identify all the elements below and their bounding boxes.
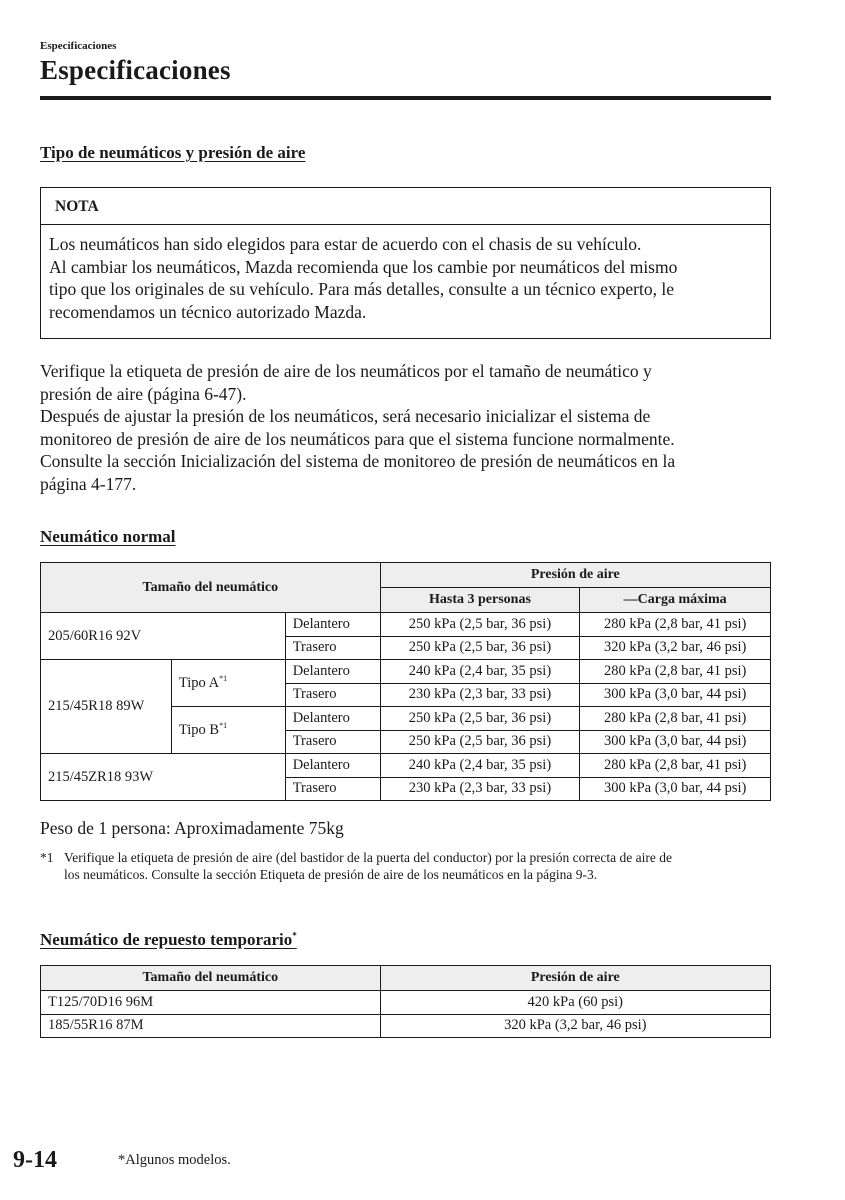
footnote-marker: *1 [40, 850, 54, 865]
pressure-cell: 250 kPa (2,5 bar, 36 psi) [380, 730, 580, 754]
footnote-line: Verifique la etiqueta de presión de aire (del bastidor de la puerta del conductor) por la presión correcta de aire de [64, 850, 672, 865]
weight-note: Peso de 1 persona: Aproximadamente 75kg [40, 818, 344, 838]
header-tire-size: Tamaño del neumático [41, 563, 381, 613]
note-line: Los neumáticos han sido elegidos para estar de acuerdo con el chasis de su vehículo. [49, 234, 642, 254]
footer-note: *Algunos modelos. [118, 1152, 231, 1168]
tire-size-cell: 185/55R16 87M [41, 1014, 381, 1038]
table-row [41, 613, 771, 637]
header-max-load: —Carga máxima [580, 588, 771, 613]
paragraph-line: Después de ajustar la presión de los neumáticos, será necesario inicializar el sistema de [40, 406, 651, 426]
footnote-ref: *1 [219, 721, 228, 730]
tire-size-cell: 205/60R16 92V [41, 613, 286, 660]
header-up-to-3: Hasta 3 personas [380, 588, 580, 613]
pressure-cell: 280 kPa (2,8 bar, 41 psi) [580, 754, 771, 778]
position-cell: Trasero [285, 777, 380, 801]
pressure-cell: 320 kPa (3,2 bar, 46 psi) [580, 636, 771, 660]
section-title-spare-tire [40, 930, 297, 950]
position-cell: Delantero [285, 707, 380, 731]
section-title-normal-tire: Neumático normal [40, 527, 176, 546]
spare-title-text: Neumático de repuesto temporario [40, 930, 293, 949]
pressure-cell: 280 kPa (2,8 bar, 41 psi) [580, 660, 771, 684]
tire-size-cell: 215/45R18 89W [41, 660, 172, 754]
table-row [41, 660, 771, 684]
table-row [41, 754, 771, 778]
pressure-cell: 250 kPa (2,5 bar, 36 psi) [380, 613, 580, 637]
note-body [41, 225, 770, 323]
position-cell: Delantero [285, 660, 380, 684]
type-cell [171, 660, 285, 707]
paragraph-line: Verifique la etiqueta de presión de aire de los neumáticos por el tamaño de neumático y [40, 361, 652, 381]
pressure-cell: 250 kPa (2,5 bar, 36 psi) [380, 707, 580, 731]
position-cell: Trasero [285, 730, 380, 754]
type-cell [171, 707, 285, 754]
header-rule [40, 96, 771, 100]
position-cell: Delantero [285, 613, 380, 637]
note-line: recomendamos un técnico autorizado Mazda. [49, 301, 367, 322]
paragraph-line: Consulte la sección Inicialización del sistema de monitoreo de presión de neumáticos en la [40, 451, 676, 471]
spare-title-mark: * [292, 930, 297, 941]
paragraph-line: monitoreo de presión de aire de los neumáticos para que el sistema funcione normalmente. [40, 428, 675, 449]
page-number: 9-14 [13, 1147, 57, 1173]
pressure-cell: 230 kPa (2,3 bar, 33 psi) [380, 777, 580, 801]
pressure-cell: 300 kPa (3,0 bar, 44 psi) [580, 777, 771, 801]
note-label: NOTA [41, 188, 770, 225]
pressure-cell: 230 kPa (2,3 bar, 33 psi) [380, 683, 580, 707]
pressure-cell: 420 kPa (60 psi) [380, 991, 770, 1015]
pressure-cell: 300 kPa (3,0 bar, 44 psi) [580, 730, 771, 754]
pressure-cell: 240 kPa (2,4 bar, 35 psi) [380, 660, 580, 684]
note-box [40, 187, 771, 339]
pressure-cell: 280 kPa (2,8 bar, 41 psi) [580, 613, 771, 637]
normal-tire-table [40, 562, 771, 801]
pressure-cell: 280 kPa (2,8 bar, 41 psi) [580, 707, 771, 731]
footnote-ref: *1 [219, 674, 228, 683]
paragraph-line: página 4-177. [40, 473, 137, 494]
type-label: Tipo A [178, 675, 220, 691]
tire-size-cell: 215/45ZR18 93W [41, 754, 286, 801]
spare-tire-table [40, 965, 771, 1038]
pressure-cell: 300 kPa (3,0 bar, 44 psi) [580, 683, 771, 707]
type-label: Tipo B [178, 722, 220, 738]
page-title: Especificaciones [40, 55, 231, 85]
position-cell: Trasero [285, 636, 380, 660]
paragraph-line: presión de aire (página 6-47). [40, 383, 247, 404]
table-row [41, 1014, 771, 1038]
note-line: tipo que los originales de su vehículo. Para más detalles, consulte a un técnico experto, le [49, 279, 674, 299]
intro-paragraph [40, 360, 775, 495]
tire-size-cell: T125/70D16 96M [41, 991, 381, 1015]
running-header: Especificaciones [40, 40, 117, 52]
footnote-line: los neumáticos. Consulte la sección Etiqueta de presión de aire de los neumáticos en la página 9-3. [64, 867, 598, 882]
pressure-cell: 240 kPa (2,4 bar, 35 psi) [380, 754, 580, 778]
position-cell: Trasero [285, 683, 380, 707]
header-air-pressure: Presión de aire [380, 966, 770, 991]
table-row [41, 991, 771, 1015]
section-title-tire-type: Tipo de neumáticos y presión de aire [40, 143, 306, 162]
pressure-cell: 250 kPa (2,5 bar, 36 psi) [380, 636, 580, 660]
header-tire-size: Tamaño del neumático [41, 966, 381, 991]
position-cell: Delantero [285, 754, 380, 778]
header-air-pressure: Presión de aire [380, 563, 770, 588]
note-line: Al cambiar los neumáticos, Mazda recomienda que los cambie por neumáticos del mismo [49, 256, 678, 277]
pressure-cell: 320 kPa (3,2 bar, 46 psi) [380, 1014, 770, 1038]
